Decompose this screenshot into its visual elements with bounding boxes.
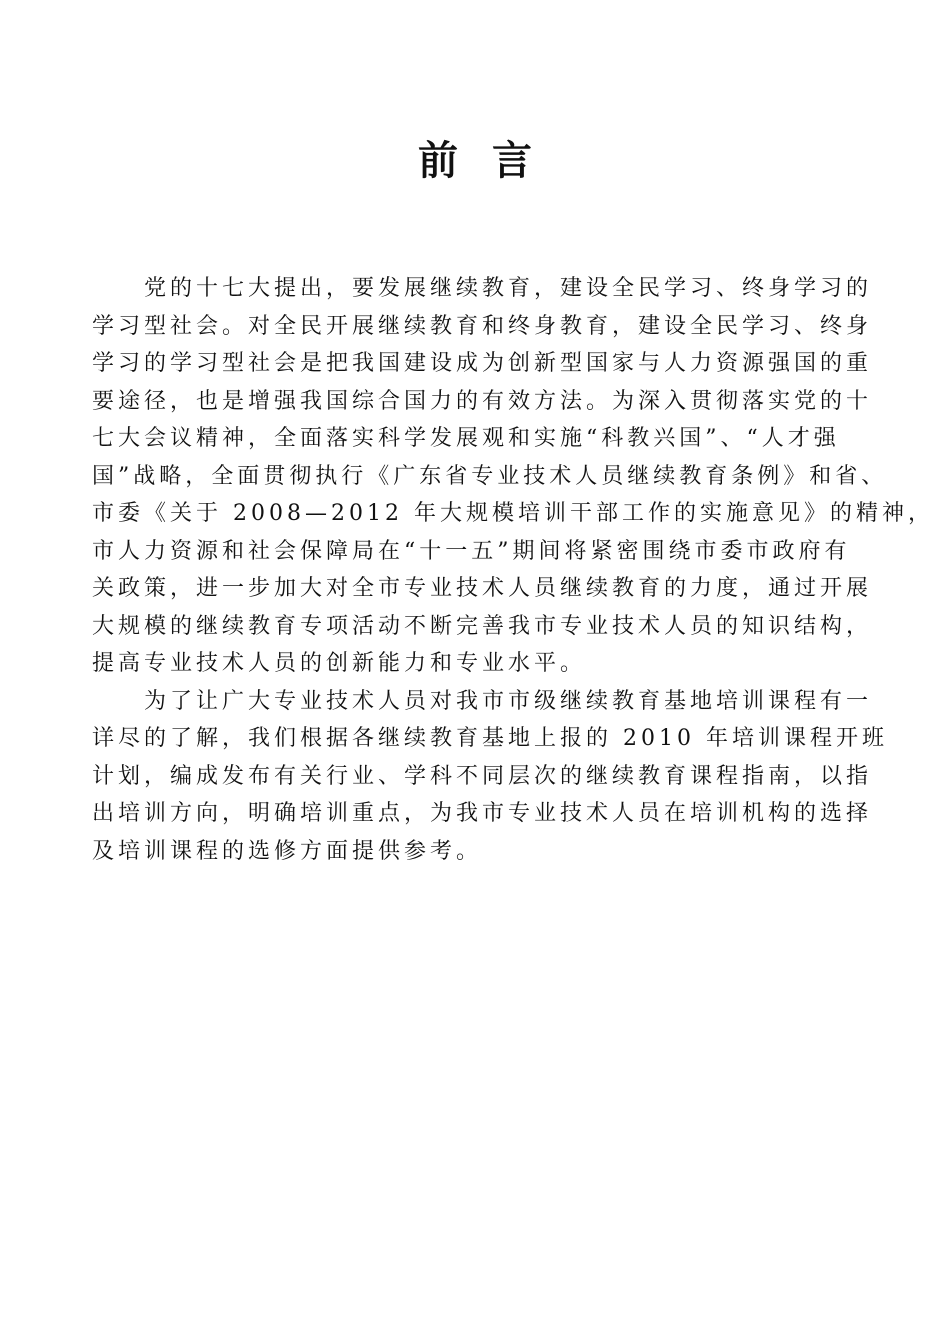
text-line: 及培训课程的选修方面提供参考。 bbox=[92, 838, 483, 864]
text-line: 出培训方向，明确培训重点，为我市专业技术人员在培训机构的选择 bbox=[92, 801, 873, 826]
text-line: 国”战略，全面贯彻执行《广东省专业技术人员继续教育条例》和省、 bbox=[92, 463, 888, 489]
text-line: 关政策，进一步加大对全市专业技术人员继续教育的力度，通过开展 bbox=[92, 576, 873, 601]
page-title: 前言 bbox=[418, 137, 566, 184]
paragraph-2 bbox=[92, 683, 888, 871]
text-line: 市委《关于 2008—2012 年大规模培训干部工作的实施意见》的精神， bbox=[92, 501, 934, 526]
text-line: 党的十七大提出，要发展继续教育，建设全民学习、终身学习的 bbox=[92, 276, 873, 301]
text-line: 要途径，也是增强我国综合国力的有效方法。为深入贯彻落实党的十 bbox=[92, 388, 873, 414]
text-line: 七大会议精神，全面落实科学发展观和实施“科教兴国”、“人才强 bbox=[92, 426, 840, 451]
paragraph-1 bbox=[92, 270, 934, 683]
text-line: 详尽的了解，我们根据各继续教育基地上报的 2010 年培训课程开班 bbox=[92, 726, 888, 751]
text-line: 计划，编成发布有关行业、学科不同层次的继续教育课程指南，以指 bbox=[92, 763, 873, 789]
text-line: 提高专业技术人员的创新能力和专业水平。 bbox=[92, 651, 587, 676]
text-line: 学习型社会。对全民开展继续教育和终身教育，建设全民学习、终身 bbox=[92, 313, 873, 339]
text-line: 大规模的继续教育专项活动不断完善我市专业技术人员的知识结构， bbox=[92, 613, 873, 639]
body-text bbox=[92, 270, 934, 870]
text-line: 学习的学习型社会是把我国建设成为创新型国家与人力资源强国的重 bbox=[92, 351, 873, 376]
text-line: 市人力资源和社会保障局在“十一五”期间将紧密围绕市委市政府有 bbox=[92, 538, 851, 564]
text-line: 为了让广大专业技术人员对我市市级继续教育基地培训课程有一 bbox=[92, 688, 873, 714]
